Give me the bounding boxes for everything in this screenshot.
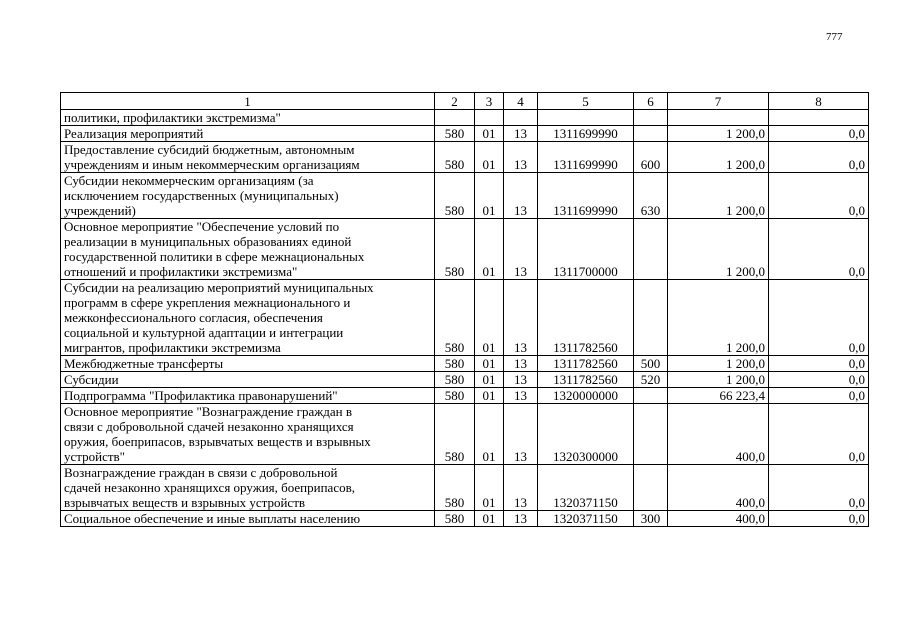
section-code-cell: 01	[475, 219, 504, 280]
table-row	[61, 465, 869, 511]
section-code-cell: 01	[475, 173, 504, 219]
target-article-code-cell: 1311782560	[538, 356, 634, 372]
section-code-cell: 01	[475, 126, 504, 142]
table-row	[61, 126, 869, 142]
amount-year-1-cell	[668, 110, 769, 126]
target-article-code-cell	[538, 110, 634, 126]
subsection-code-cell: 13	[504, 126, 538, 142]
expense-type-code-cell: 300	[634, 511, 668, 527]
target-article-code-cell: 1311700000	[538, 219, 634, 280]
page-number: 777	[826, 31, 843, 43]
row-name-cell: Субсидии некоммерческим организациям (за исключением государственных (муниципальных) учреждений)	[61, 173, 435, 219]
amount-year-1-cell: 400,0	[668, 465, 769, 511]
column-header: 3	[475, 93, 504, 110]
row-name-cell: Социальное обеспечение и иные выплаты населению	[61, 511, 435, 527]
amount-year-2-cell	[769, 110, 869, 126]
ministry-code-cell: 580	[435, 404, 475, 465]
ministry-code-cell: 580	[435, 511, 475, 527]
expense-type-code-cell	[634, 110, 668, 126]
row-name-cell: политики, профилактики экстремизма"	[61, 110, 435, 126]
amount-year-1-cell: 66 223,4	[668, 388, 769, 404]
ministry-code-cell: 580	[435, 126, 475, 142]
amount-year-2-cell: 0,0	[769, 280, 869, 356]
section-code-cell: 01	[475, 511, 504, 527]
table-row	[61, 511, 869, 527]
ministry-code-cell: 580	[435, 280, 475, 356]
amount-year-1-cell: 1 200,0	[668, 126, 769, 142]
subsection-code-cell: 13	[504, 388, 538, 404]
expense-type-code-cell	[634, 280, 668, 356]
amount-year-1-cell: 400,0	[668, 511, 769, 527]
column-header: 5	[538, 93, 634, 110]
section-code-cell: 01	[475, 142, 504, 173]
table-row	[61, 372, 869, 388]
column-header: 2	[435, 93, 475, 110]
target-article-code-cell: 1320371150	[538, 465, 634, 511]
amount-year-2-cell: 0,0	[769, 372, 869, 388]
expense-type-code-cell: 600	[634, 142, 668, 173]
amount-year-1-cell: 1 200,0	[668, 280, 769, 356]
budget-table	[60, 92, 869, 527]
row-name-cell: Субсидии	[61, 372, 435, 388]
column-header: 1	[61, 93, 435, 110]
ministry-code-cell: 580	[435, 388, 475, 404]
expense-type-code-cell	[634, 465, 668, 511]
row-name-cell: Подпрограмма "Профилактика правонарушений"	[61, 388, 435, 404]
target-article-code-cell: 1311782560	[538, 280, 634, 356]
subsection-code-cell: 13	[504, 511, 538, 527]
amount-year-2-cell: 0,0	[769, 388, 869, 404]
amount-year-2-cell: 0,0	[769, 356, 869, 372]
ministry-code-cell: 580	[435, 465, 475, 511]
expense-type-code-cell	[634, 404, 668, 465]
subsection-code-cell	[504, 110, 538, 126]
subsection-code-cell: 13	[504, 173, 538, 219]
target-article-code-cell: 1320300000	[538, 404, 634, 465]
row-name-cell: Основное мероприятие "Вознаграждение граждан в связи с добровольной сдачей незаконно хранящихся оружия, боеприпасов, взрывчатых веществ и взрывных устройств"	[61, 404, 435, 465]
row-name-cell: Межбюджетные трансферты	[61, 356, 435, 372]
section-code-cell: 01	[475, 280, 504, 356]
target-article-code-cell: 1311699990	[538, 173, 634, 219]
row-name-cell: Основное мероприятие "Обеспечение условий по реализации в муниципальных образованиях единой государственной политики в сфере межнациональных отношений и профилактики экстремизма"	[61, 219, 435, 280]
section-code-cell: 01	[475, 465, 504, 511]
section-code-cell: 01	[475, 372, 504, 388]
table-row	[61, 173, 869, 219]
table-row	[61, 404, 869, 465]
section-code-cell: 01	[475, 404, 504, 465]
amount-year-2-cell: 0,0	[769, 219, 869, 280]
amount-year-2-cell: 0,0	[769, 511, 869, 527]
expense-type-code-cell: 630	[634, 173, 668, 219]
row-name-cell: Реализация мероприятий	[61, 126, 435, 142]
column-header: 8	[769, 93, 869, 110]
subsection-code-cell: 13	[504, 465, 538, 511]
ministry-code-cell: 580	[435, 142, 475, 173]
amount-year-1-cell: 1 200,0	[668, 142, 769, 173]
table-row	[61, 142, 869, 173]
column-header: 7	[668, 93, 769, 110]
expense-type-code-cell	[634, 126, 668, 142]
section-code-cell: 01	[475, 356, 504, 372]
table-row	[61, 356, 869, 372]
section-code-cell: 01	[475, 388, 504, 404]
table-row	[61, 219, 869, 280]
column-header: 4	[504, 93, 538, 110]
amount-year-1-cell: 1 200,0	[668, 219, 769, 280]
subsection-code-cell: 13	[504, 404, 538, 465]
expense-type-code-cell	[634, 219, 668, 280]
amount-year-2-cell: 0,0	[769, 404, 869, 465]
ministry-code-cell: 580	[435, 356, 475, 372]
ministry-code-cell	[435, 110, 475, 126]
table-row	[61, 280, 869, 356]
amount-year-2-cell: 0,0	[769, 465, 869, 511]
subsection-code-cell: 13	[504, 280, 538, 356]
table-row	[61, 110, 869, 126]
amount-year-2-cell: 0,0	[769, 126, 869, 142]
target-article-code-cell: 1320000000	[538, 388, 634, 404]
amount-year-1-cell: 1 200,0	[668, 356, 769, 372]
target-article-code-cell: 1311699990	[538, 142, 634, 173]
expense-type-code-cell	[634, 388, 668, 404]
amount-year-2-cell: 0,0	[769, 142, 869, 173]
subsection-code-cell: 13	[504, 372, 538, 388]
table-row	[61, 388, 869, 404]
ministry-code-cell: 580	[435, 219, 475, 280]
amount-year-1-cell: 1 200,0	[668, 173, 769, 219]
ministry-code-cell: 580	[435, 372, 475, 388]
table-body	[61, 93, 869, 527]
target-article-code-cell: 1311699990	[538, 126, 634, 142]
row-name-cell: Предоставление субсидий бюджетным, автономным учреждениям и иным некоммерческим организациям	[61, 142, 435, 173]
column-header: 6	[634, 93, 668, 110]
amount-year-1-cell: 400,0	[668, 404, 769, 465]
target-article-code-cell: 1320371150	[538, 511, 634, 527]
table-header-row	[61, 93, 869, 110]
section-code-cell	[475, 110, 504, 126]
expense-type-code-cell: 500	[634, 356, 668, 372]
target-article-code-cell: 1311782560	[538, 372, 634, 388]
ministry-code-cell: 580	[435, 173, 475, 219]
expense-type-code-cell: 520	[634, 372, 668, 388]
subsection-code-cell: 13	[504, 142, 538, 173]
row-name-cell: Субсидии на реализацию мероприятий муниципальных программ в сфере укрепления межнационального и межконфессионального согласия, обеспечения социальной и культурной адаптации и интеграции мигрантов, профилактики экстремизма	[61, 280, 435, 356]
amount-year-1-cell: 1 200,0	[668, 372, 769, 388]
amount-year-2-cell: 0,0	[769, 173, 869, 219]
subsection-code-cell: 13	[504, 356, 538, 372]
subsection-code-cell: 13	[504, 219, 538, 280]
row-name-cell: Вознаграждение граждан в связи с добровольной сдачей незаконно хранящихся оружия, боеприпасов, взрывчатых веществ и взрывных устройств	[61, 465, 435, 511]
